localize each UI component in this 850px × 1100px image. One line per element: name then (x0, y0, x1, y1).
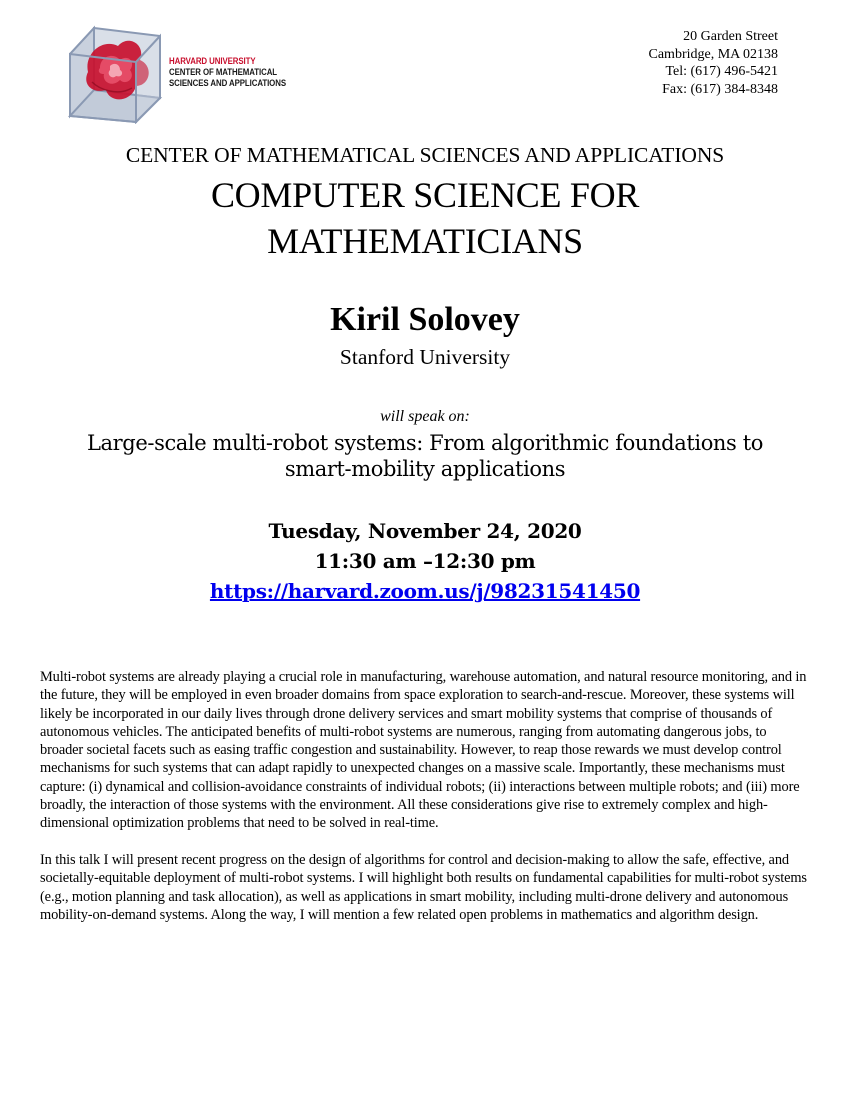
logo-wordmark (169, 56, 286, 89)
abstract (40, 668, 812, 942)
cube-logo-icon (66, 24, 166, 124)
address-city: Cambridge, MA 02138 (648, 46, 778, 62)
center-name: CENTER OF MATHEMATICAL SCIENCES AND APPLICATIONS (125, 143, 725, 167)
series-title-line2: MATHEMATICIANS (267, 221, 583, 261)
address-tel: Tel: (617) 496-5421 (665, 64, 778, 79)
talk-title: Large-scale multi-robot systems: From algorithmic foundations to smart-mobility applications (87, 431, 763, 481)
event-time: 11:30 am –12:30 pm (314, 549, 536, 573)
will-speak-label: will speak on: (380, 408, 470, 425)
cmsa-logo (66, 24, 306, 124)
series-title-line1: COMPUTER SCIENCE FOR (210, 175, 640, 215)
address-fax: Fax: (617) 384-8348 (662, 81, 778, 97)
logo-line-sciences: SCIENCES AND APPLICATIONS (169, 78, 286, 89)
abstract-paragraph-1: Multi-robot systems are already playing a crucial role in manufacturing, warehouse automation, and natural resource monitoring, and in the future, they will be employed in even broader domains from space exploration to search-and-rescue. Moreover, these systems will likely be incorporated in our daily lives through drone delivery services and smart mobility systems that comprise of thousands of autonomous vehicles. The anticipated benefits of multi-robot systems are numerous, ranging from automating dangerous jobs, to broader societal facets such as easing traffic congestion and sustainability. However, to reap those rewards we must develop control mechanisms for such systems that can adapt rapidly to unexpected changes on a massive scale. Importantly, these mechanisms must capture: (i) dynamical and collision-avoidance constraints of individual robots; (ii) interactions between multiple robots; and (iii) more broadly, the interaction of those systems with the environment. All these considerations give rise to extremely complex and high-dimensional optimization problems that need to be solved in real-time. (40, 669, 807, 832)
event-info (0, 516, 850, 606)
abstract-paragraph-2: In this talk I will present recent progress on the design of algorithms for control and decision-making to allow the safe, effective, and societally-equitable deployment of multi-robot systems. I will highlight both results on fundamental capabilities for multi-robot systems (e.g., motion planning and task allocation), as well as applications in smart mobility, including multi-drone delivery and autonomous mobility-on-demand systems. Along the way, I will mention a few related open problems in mathematics and algorithm design. (40, 851, 807, 923)
logo-line-university: HARVARD UNIVERSITY (169, 56, 256, 67)
logo-line-center: CENTER OF MATHEMATICAL (169, 67, 278, 78)
address-block (649, 28, 779, 98)
address-street: 20 Garden Street (683, 29, 778, 44)
speaker-name: Kiril Solovey (330, 301, 520, 338)
zoom-link[interactable]: https://harvard.zoom.us/j/98231541450 (209, 579, 641, 603)
speaker-affiliation: Stanford University (339, 345, 511, 369)
series-title (150, 172, 700, 264)
event-date: Tuesday, November 24, 2020 (268, 519, 582, 543)
